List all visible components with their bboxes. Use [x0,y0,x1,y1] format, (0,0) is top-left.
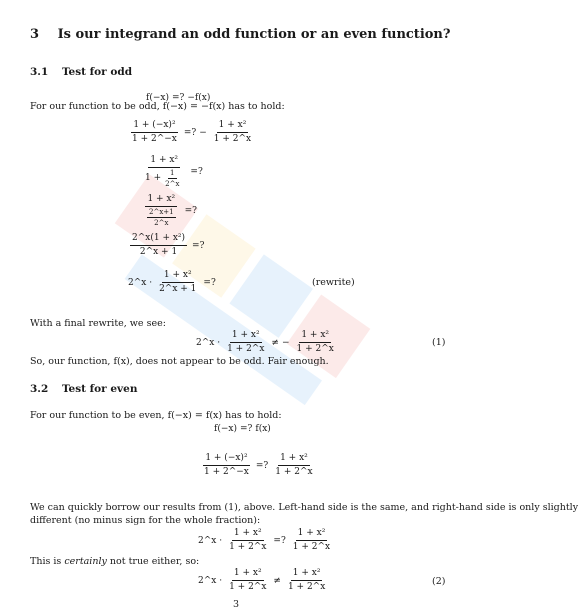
math-fraction [225,330,266,355]
math-fraction [212,120,253,145]
fraction-denominator: 1 + 2^x [227,344,265,354]
fraction-denominator: 1 + 2^x [292,542,331,552]
math-relation: =? [203,277,216,288]
denominator-text: 1 + [145,173,162,183]
fraction-numerator: 1 + x² [148,155,180,168]
odd-intro: For our function to be odd, f(−x) = −f(x) has to hold: [30,101,285,112]
fraction-numerator: 1 + (−x)² [131,120,177,133]
math-relation: =? [190,166,203,177]
even-step-1 [200,453,317,478]
odd-step-3 [141,194,197,227]
subsection-title: Test for even [61,383,138,395]
fraction-denominator: 1 + 2^x [275,467,313,477]
final-rewrite-text: With a final rewrite, we see: [30,318,166,329]
math-rhs: f(x) [255,424,271,434]
odd-conclusion: So, our function, f(x), does not appear to be odd. Fair enough. [30,356,329,367]
page-number: 3 [233,599,240,610]
math-prefix: 2^x · [128,277,153,288]
fraction-numerator: 1 + x² [296,528,328,541]
odd-step-2 [141,155,203,188]
fraction-denominator [143,168,185,188]
math-lhs: f(−x) [146,93,169,103]
text-segment: This is [30,556,62,567]
math-relation: =? [239,424,253,434]
fraction-numerator: 1 + x² [145,194,177,207]
math-relation: =? [171,93,185,103]
equation-1 [196,330,338,355]
fraction-numerator: 1 + x² [217,120,249,133]
fraction-denominator: 2^x [154,219,169,227]
math-fraction [130,120,179,145]
borrow-text-line-1: We can quickly borrow our results from (1), above. Left-hand side is the same, and right-hand side is only slightly [30,502,578,513]
fraction-numerator: 1 + x² [291,568,323,581]
math-relation: ≠ [271,337,279,348]
fraction-denominator: 1 + 2^x [296,344,334,354]
subsection-title: Test for odd [61,66,133,78]
fraction-numerator: 1 + x² [232,528,264,541]
equation-tag-2: (2) [432,576,446,587]
math-relation: =? [273,535,286,546]
odd-step-1 [128,120,255,145]
fraction-denominator: 1 + 2^−x [204,467,249,477]
fraction-denominator [143,207,180,227]
math-prefix: 2^x · [198,575,223,586]
fraction-numerator: 1 [170,169,175,177]
fraction-numerator: 2^x+1 [149,208,174,216]
math-fraction [157,270,198,295]
subsection-number: 3.1 [30,66,49,78]
math-relation: =? [183,127,197,138]
fraction-denominator: 1 + 2^x [287,582,326,592]
fraction-denominator: 2^x + 1 [139,247,178,257]
math-lhs: f(−x) [214,424,237,434]
rewrite-note: (rewrite) [312,277,355,288]
math-fraction [295,330,336,355]
math-fraction [130,233,187,258]
section-title: Is our integrand an odd function or an even function? [57,27,451,42]
fraction-denominator: 1 + 2^x [229,542,267,552]
fraction-numerator: 1 + x² [278,453,310,466]
math-fraction [286,568,327,593]
math-prefix: 2^x · [198,535,223,546]
subsection-number: 3.2 [30,383,49,395]
math-fraction [291,528,332,553]
math-fraction [227,568,268,593]
math-relation: =? [192,240,205,251]
fraction-denominator: 2^x [165,180,180,188]
equation-2 [198,568,329,593]
math-fraction [143,155,185,188]
odd-step-0 [146,93,210,103]
subsection-even-heading [30,383,137,395]
fraction-numerator: 2^x(1 + x²) [130,233,187,246]
fraction-numerator: 1 + x² [162,270,194,283]
odd-step-5 [128,270,216,295]
math-fraction [202,453,251,478]
certainly-text [30,555,199,568]
math-sign: − [199,127,207,138]
math-sign: − [281,337,290,348]
fraction-denominator: 1 + 2^−x [132,134,177,144]
text-segment: not true either, so: [109,556,200,567]
equation-borrow [198,528,334,553]
even-intro: For our function to be even, f(−x) = f(x) has to hold: [30,410,282,421]
section-heading [30,27,451,42]
borrow-text-line-2: different (no minus sign for the whole fraction): [30,515,261,526]
nested-fraction [147,208,176,227]
equation-tag-1: (1) [432,337,446,348]
fraction-numerator: 1 + x² [232,568,264,581]
fraction-numerator: 1 + x² [230,330,262,343]
math-rhs: −f(x) [187,93,211,103]
math-relation: =? [184,205,197,216]
math-prefix: 2^x · [196,337,221,348]
fraction-numerator: 1 + x² [299,330,331,343]
subsection-odd-heading [30,66,132,78]
nested-fraction [163,169,181,188]
fraction-denominator: 1 + 2^x [229,582,267,592]
emphasized-text: certainly [64,556,107,567]
section-number: 3 [30,27,40,42]
math-fraction [143,194,180,227]
math-relation: =? [255,460,269,471]
fraction-denominator: 1 + 2^x [213,134,252,144]
odd-step-4 [128,233,204,258]
fraction-denominator: 2^x + 1 [159,284,197,294]
math-fraction [273,453,314,478]
math-fraction [227,528,268,553]
fraction-numerator: 1 + (−x)² [203,453,249,466]
even-step-0 [214,424,271,434]
math-relation: ≠ [273,575,281,586]
